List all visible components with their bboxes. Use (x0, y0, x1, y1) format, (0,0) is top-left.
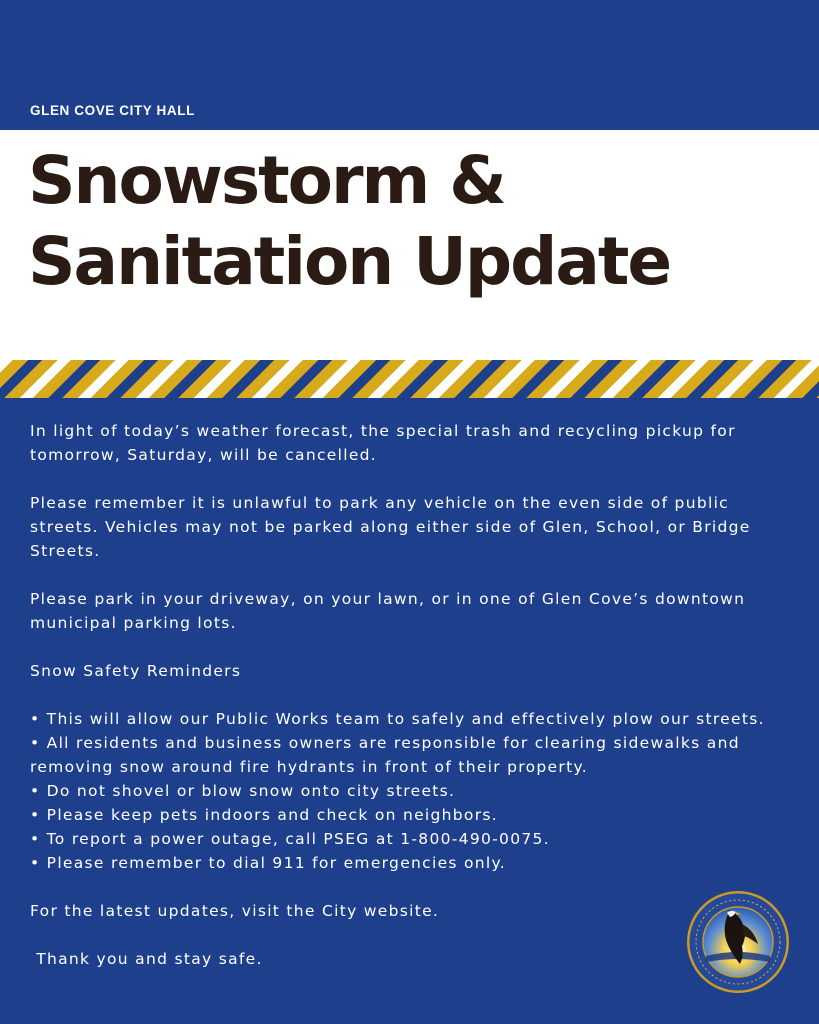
organization-name: GLEN COVE CITY HALL (30, 103, 195, 118)
list-item: • Please remember to dial 911 for emergencies only. (30, 854, 507, 872)
announcement-body (30, 419, 800, 995)
title-line-1: Snowstorm & (28, 142, 505, 219)
page-title (28, 140, 670, 302)
hazard-stripe-divider (0, 360, 819, 398)
reminders-list (30, 707, 800, 875)
list-item: • To report a power outage, call PSEG at 1-800-490-0075. (30, 830, 550, 848)
website-note: For the latest updates, visit the City website. (30, 902, 440, 920)
paragraph-where-to-park: Please park in your driveway, on your lawn, or in one of Glen Cove’s downtown municipal parking lots. (30, 590, 746, 632)
list-item: • Please keep pets indoors and check on neighbors. (30, 806, 498, 824)
closing-line: Thank you and stay safe. (30, 950, 263, 968)
city-seal-eagle-icon (686, 890, 790, 994)
paragraph-pickup-cancelled: In light of today’s weather forecast, the special trash and recycling pickup for tomorrow, Saturday, will be cancelled. (30, 422, 736, 464)
title-line-2: Sanitation Update (28, 223, 671, 300)
paragraph-parking-rules: Please remember it is unlawful to park any vehicle on the even side of public streets. Vehicles may not be parked along either side of Glen, School, or Bridge Streets. (30, 494, 751, 560)
list-item: • All residents and business owners are responsible for clearing sidewalks and removing snow around fire hydrants in front of their property. (30, 734, 740, 776)
list-item: • This will allow our Public Works team to safely and effectively plow our streets. (30, 710, 765, 728)
reminders-heading: Snow Safety Reminders (30, 662, 242, 680)
list-item: • Do not shovel or blow snow onto city streets. (30, 782, 456, 800)
